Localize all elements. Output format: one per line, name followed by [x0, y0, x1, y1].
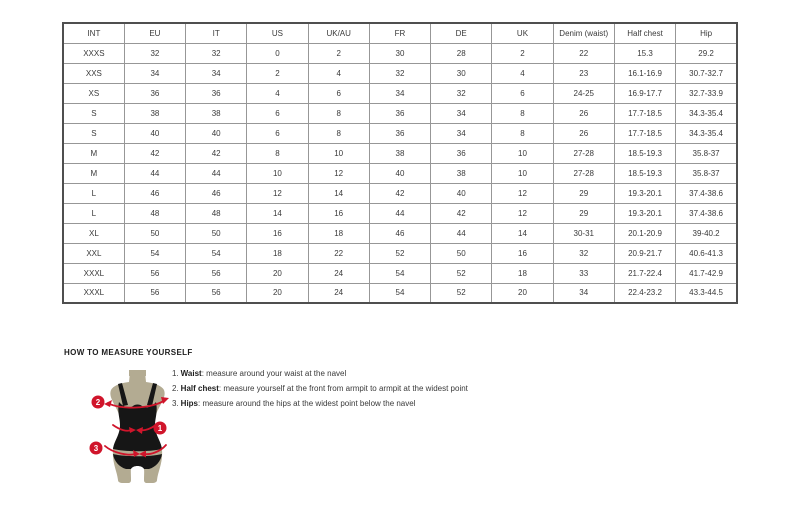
table-cell: 28 — [431, 43, 492, 63]
table-cell: 8 — [492, 123, 553, 143]
table-cell: XXXS — [63, 43, 124, 63]
table-cell: 56 — [186, 263, 247, 283]
table-cell: 26 — [553, 123, 614, 143]
measure-section-title: HOW TO MEASURE YOURSELF — [64, 348, 193, 357]
table-cell: 46 — [369, 223, 430, 243]
table-cell: 40 — [431, 183, 492, 203]
size-table-header — [63, 23, 737, 43]
table-row — [63, 103, 737, 123]
figure-badge-1 — [154, 422, 167, 435]
step-text: : measure yourself at the front from armpit to armpit at the widest point — [218, 384, 468, 393]
figure-badge-2 — [92, 396, 105, 409]
column-header: Hip — [676, 23, 737, 43]
table-cell: 38 — [124, 103, 185, 123]
table-cell: 6 — [308, 83, 369, 103]
column-header: FR — [369, 23, 430, 43]
table-cell: 36 — [124, 83, 185, 103]
table-row — [63, 283, 737, 303]
table-cell: 44 — [124, 163, 185, 183]
table-cell: 10 — [308, 143, 369, 163]
table-cell: 30.7-32.7 — [676, 63, 737, 83]
table-cell: 34 — [369, 83, 430, 103]
table-cell: 34 — [124, 63, 185, 83]
header-row — [63, 23, 737, 43]
table-cell: 4 — [247, 83, 308, 103]
table-cell: 6 — [492, 83, 553, 103]
step-text: : measure around the hips at the widest point below the navel — [198, 399, 416, 408]
table-cell: XXL — [63, 243, 124, 263]
table-row — [63, 123, 737, 143]
table-cell: 10 — [492, 143, 553, 163]
table-cell: 27-28 — [553, 163, 614, 183]
table-cell: 14 — [308, 183, 369, 203]
table-cell: S — [63, 123, 124, 143]
table-cell: 19.3-20.1 — [614, 183, 675, 203]
table-cell: 32.7-33.9 — [676, 83, 737, 103]
table-cell: 54 — [369, 283, 430, 303]
mannequin-illustration — [85, 370, 185, 495]
table-cell: 46 — [124, 183, 185, 203]
table-cell: 36 — [186, 83, 247, 103]
size-table — [62, 22, 738, 304]
table-cell: 35.8-37 — [676, 163, 737, 183]
table-row — [63, 43, 737, 63]
table-cell: 0 — [247, 43, 308, 63]
table-cell: 4 — [492, 63, 553, 83]
table-cell: 36 — [431, 143, 492, 163]
badge-1-number: 1 — [157, 424, 163, 433]
table-cell: 20.1-20.9 — [614, 223, 675, 243]
column-header: IT — [186, 23, 247, 43]
column-header: DE — [431, 23, 492, 43]
table-cell: 42 — [124, 143, 185, 163]
table-cell: 33 — [553, 263, 614, 283]
table-cell: 6 — [247, 123, 308, 143]
table-cell: 32 — [369, 63, 430, 83]
table-cell: XXXL — [63, 263, 124, 283]
table-row — [63, 183, 737, 203]
table-cell: 34 — [431, 103, 492, 123]
table-cell: 21.7-22.4 — [614, 263, 675, 283]
table-cell: 29.2 — [676, 43, 737, 63]
table-row — [63, 143, 737, 163]
figure-badge-3 — [90, 442, 103, 455]
table-cell: 40 — [369, 163, 430, 183]
measure-step-waist — [172, 370, 592, 378]
table-cell: 56 — [124, 283, 185, 303]
table-cell: 8 — [308, 103, 369, 123]
table-cell: 34.3-35.4 — [676, 123, 737, 143]
table-cell: 18 — [247, 243, 308, 263]
table-cell: 42 — [431, 203, 492, 223]
table-cell: 50 — [124, 223, 185, 243]
table-cell: 54 — [369, 263, 430, 283]
table-cell: 22 — [553, 43, 614, 63]
table-cell: 20 — [247, 263, 308, 283]
table-cell: 50 — [186, 223, 247, 243]
size-table-body — [63, 43, 737, 303]
step-label: Waist — [180, 369, 202, 378]
table-cell: 4 — [308, 63, 369, 83]
table-cell: L — [63, 183, 124, 203]
table-row — [63, 63, 737, 83]
table-cell: 19.3-20.1 — [614, 203, 675, 223]
table-cell: 44 — [369, 203, 430, 223]
table-cell: 37.4-38.6 — [676, 183, 737, 203]
size-chart-section — [62, 22, 738, 304]
table-cell: 37.4-38.6 — [676, 203, 737, 223]
table-cell: XXXL — [63, 283, 124, 303]
table-cell: 39-40.2 — [676, 223, 737, 243]
badge-2-number: 2 — [95, 398, 101, 407]
column-header: EU — [124, 23, 185, 43]
table-cell: 22 — [308, 243, 369, 263]
table-cell: 15.3 — [614, 43, 675, 63]
table-cell: 17.7-18.5 — [614, 123, 675, 143]
measure-step-hips — [172, 400, 592, 408]
step-label: Half chest — [180, 384, 219, 393]
table-cell: XXS — [63, 63, 124, 83]
table-cell: 40 — [186, 123, 247, 143]
table-cell: 16 — [492, 243, 553, 263]
table-cell: M — [63, 143, 124, 163]
table-cell: 27-28 — [553, 143, 614, 163]
table-cell: 8 — [247, 143, 308, 163]
table-cell: XL — [63, 223, 124, 243]
table-cell: 16 — [308, 203, 369, 223]
step-number: 3. — [172, 399, 179, 408]
table-cell: 34 — [186, 63, 247, 83]
table-cell: 2 — [247, 63, 308, 83]
table-cell: 44 — [431, 223, 492, 243]
step-label: Hips — [180, 399, 199, 408]
table-cell: 20 — [492, 283, 553, 303]
table-cell: L — [63, 203, 124, 223]
table-cell: 12 — [308, 163, 369, 183]
table-cell: 16 — [247, 223, 308, 243]
table-cell: 30 — [431, 63, 492, 83]
table-cell: 10 — [492, 163, 553, 183]
table-cell: 14 — [247, 203, 308, 223]
table-row — [63, 83, 737, 103]
table-cell: 16.1-16.9 — [614, 63, 675, 83]
table-cell: 38 — [186, 103, 247, 123]
table-row — [63, 223, 737, 243]
table-row — [63, 243, 737, 263]
step-number: 2. — [172, 384, 179, 393]
table-cell: M — [63, 163, 124, 183]
table-cell: 42 — [369, 183, 430, 203]
table-cell: 32 — [553, 243, 614, 263]
table-cell: 35.8-37 — [676, 143, 737, 163]
badge-3-number: 3 — [93, 444, 99, 453]
table-cell: 41.7-42.9 — [676, 263, 737, 283]
table-cell: 8 — [308, 123, 369, 143]
table-cell: 16.9-17.7 — [614, 83, 675, 103]
table-cell: 2 — [492, 43, 553, 63]
table-cell: 12 — [247, 183, 308, 203]
table-cell: 38 — [369, 143, 430, 163]
measurement-figure — [85, 370, 185, 495]
table-cell: 8 — [492, 103, 553, 123]
table-cell: 44 — [186, 163, 247, 183]
table-cell: 20.9-21.7 — [614, 243, 675, 263]
table-cell: 32 — [124, 43, 185, 63]
table-cell: 18 — [492, 263, 553, 283]
table-cell: 12 — [492, 203, 553, 223]
table-cell: 29 — [553, 203, 614, 223]
table-cell: 2 — [308, 43, 369, 63]
table-cell: 24 — [308, 263, 369, 283]
table-cell: 52 — [431, 283, 492, 303]
table-cell: 36 — [369, 123, 430, 143]
table-cell: 54 — [124, 243, 185, 263]
table-cell: 30 — [369, 43, 430, 63]
table-cell: 10 — [247, 163, 308, 183]
table-cell: 48 — [124, 203, 185, 223]
table-cell: 43.3-44.5 — [676, 283, 737, 303]
table-cell: 30-31 — [553, 223, 614, 243]
column-header: US — [247, 23, 308, 43]
table-cell: 34 — [431, 123, 492, 143]
table-cell: XS — [63, 83, 124, 103]
table-cell: 18.5-19.3 — [614, 163, 675, 183]
table-cell: 56 — [124, 263, 185, 283]
table-cell: 24-25 — [553, 83, 614, 103]
table-row — [63, 263, 737, 283]
column-header: Denim (waist) — [553, 23, 614, 43]
table-cell: 52 — [431, 263, 492, 283]
table-cell: 12 — [492, 183, 553, 203]
column-header: INT — [63, 23, 124, 43]
table-cell: 46 — [186, 183, 247, 203]
table-cell: 48 — [186, 203, 247, 223]
table-cell: 32 — [431, 83, 492, 103]
table-cell: 36 — [369, 103, 430, 123]
step-number: 1. — [172, 369, 179, 378]
step-text: : measure around your waist at the navel — [201, 369, 347, 378]
table-cell: 18 — [308, 223, 369, 243]
table-cell: 6 — [247, 103, 308, 123]
table-row — [63, 163, 737, 183]
table-cell: 18.5-19.3 — [614, 143, 675, 163]
table-cell: 22.4-23.2 — [614, 283, 675, 303]
measure-step-half-chest — [172, 385, 592, 393]
table-cell: 34 — [553, 283, 614, 303]
table-cell: S — [63, 103, 124, 123]
column-header: UK — [492, 23, 553, 43]
table-cell: 14 — [492, 223, 553, 243]
table-cell: 54 — [186, 243, 247, 263]
measure-steps-list — [172, 370, 592, 415]
table-cell: 56 — [186, 283, 247, 303]
table-cell: 23 — [553, 63, 614, 83]
column-header: Half chest — [614, 23, 675, 43]
column-header: UK/AU — [308, 23, 369, 43]
table-cell: 50 — [431, 243, 492, 263]
table-cell: 34.3-35.4 — [676, 103, 737, 123]
table-cell: 38 — [431, 163, 492, 183]
table-cell: 32 — [186, 43, 247, 63]
table-cell: 20 — [247, 283, 308, 303]
table-cell: 42 — [186, 143, 247, 163]
table-cell: 52 — [369, 243, 430, 263]
table-cell: 40 — [124, 123, 185, 143]
table-cell: 40.6-41.3 — [676, 243, 737, 263]
table-cell: 17.7-18.5 — [614, 103, 675, 123]
table-cell: 26 — [553, 103, 614, 123]
table-cell: 29 — [553, 183, 614, 203]
table-cell: 24 — [308, 283, 369, 303]
table-row — [63, 203, 737, 223]
